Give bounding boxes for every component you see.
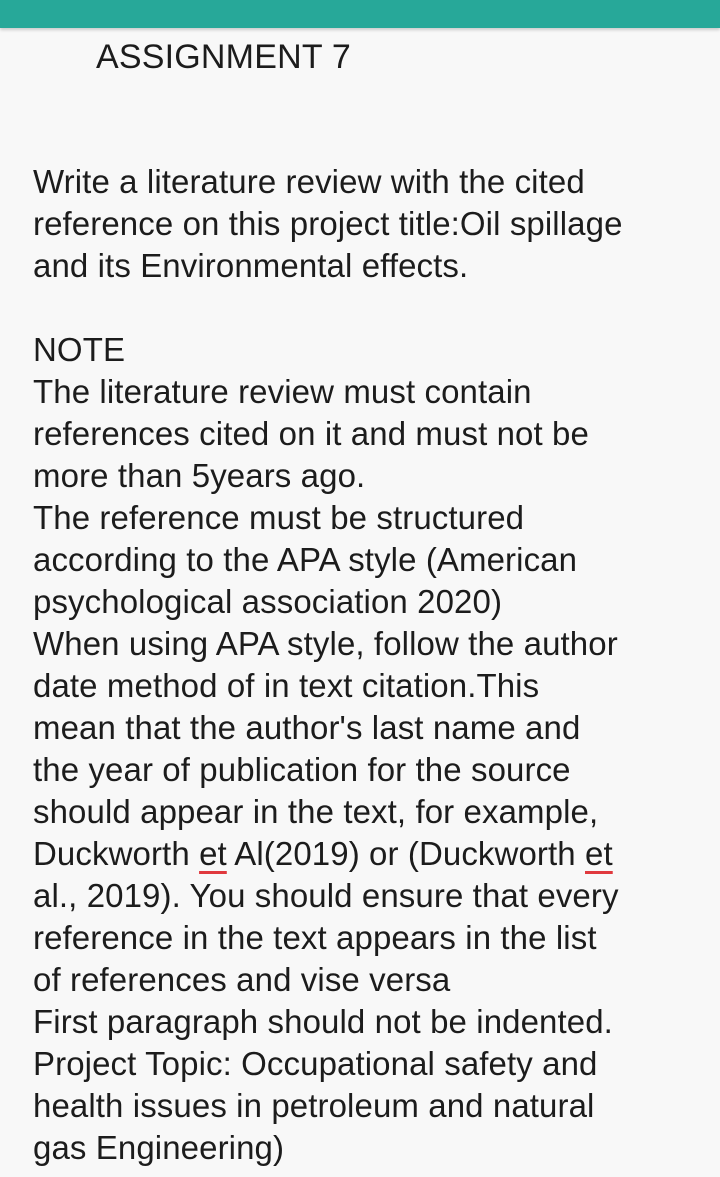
text-line: Project Topic: Occupational safety and	[33, 1045, 598, 1082]
text-line: according to the APA style (American	[33, 541, 578, 578]
note-heading: NOTE	[33, 331, 126, 368]
text-line: health issues in petroleum and natural	[33, 1087, 595, 1124]
blank-line	[33, 287, 703, 329]
text-line: of references and vise versa	[33, 961, 451, 998]
text-line: First paragraph should not be indented.	[33, 1003, 613, 1040]
text-fragment: Duckworth	[33, 835, 200, 872]
text-line: The reference must be structured	[33, 499, 525, 536]
text-line-duckworth	[33, 833, 703, 875]
text-line: the year of publication for the source	[33, 751, 571, 788]
text-line: more than 5years ago.	[33, 457, 366, 494]
text-line: references cited on it and must not be	[33, 415, 589, 452]
text-fragment: Al(2019) or (Duckworth	[226, 835, 585, 872]
text-line: reference on this project title:Oil spillage	[33, 205, 623, 242]
text-line: date method of in text citation.This	[33, 667, 540, 704]
text-line: and its Environmental effects.	[33, 247, 469, 284]
text-line: When using APA style, follow the author	[33, 625, 618, 662]
text-line: reference in the text appears in the list	[33, 919, 597, 956]
text-line: The literature review must contain	[33, 373, 532, 410]
text-line: gas Engineering)	[33, 1129, 285, 1166]
assignment-body	[33, 161, 703, 1169]
text-line: mean that the author's last name and	[33, 709, 581, 746]
text-line: psychological association 2020)	[33, 583, 503, 620]
text-line: Write a literature review with the cited	[33, 163, 585, 200]
text-line: should appear in the text, for example,	[33, 793, 599, 830]
spellcheck-flagged-word[interactable]: et	[585, 835, 613, 872]
spellcheck-flagged-word[interactable]: et	[199, 835, 227, 872]
assignment-title: ASSIGNMENT 7	[96, 38, 351, 76]
status-bar	[0, 0, 720, 28]
text-line: al., 2019). You should ensure that every	[33, 877, 619, 914]
